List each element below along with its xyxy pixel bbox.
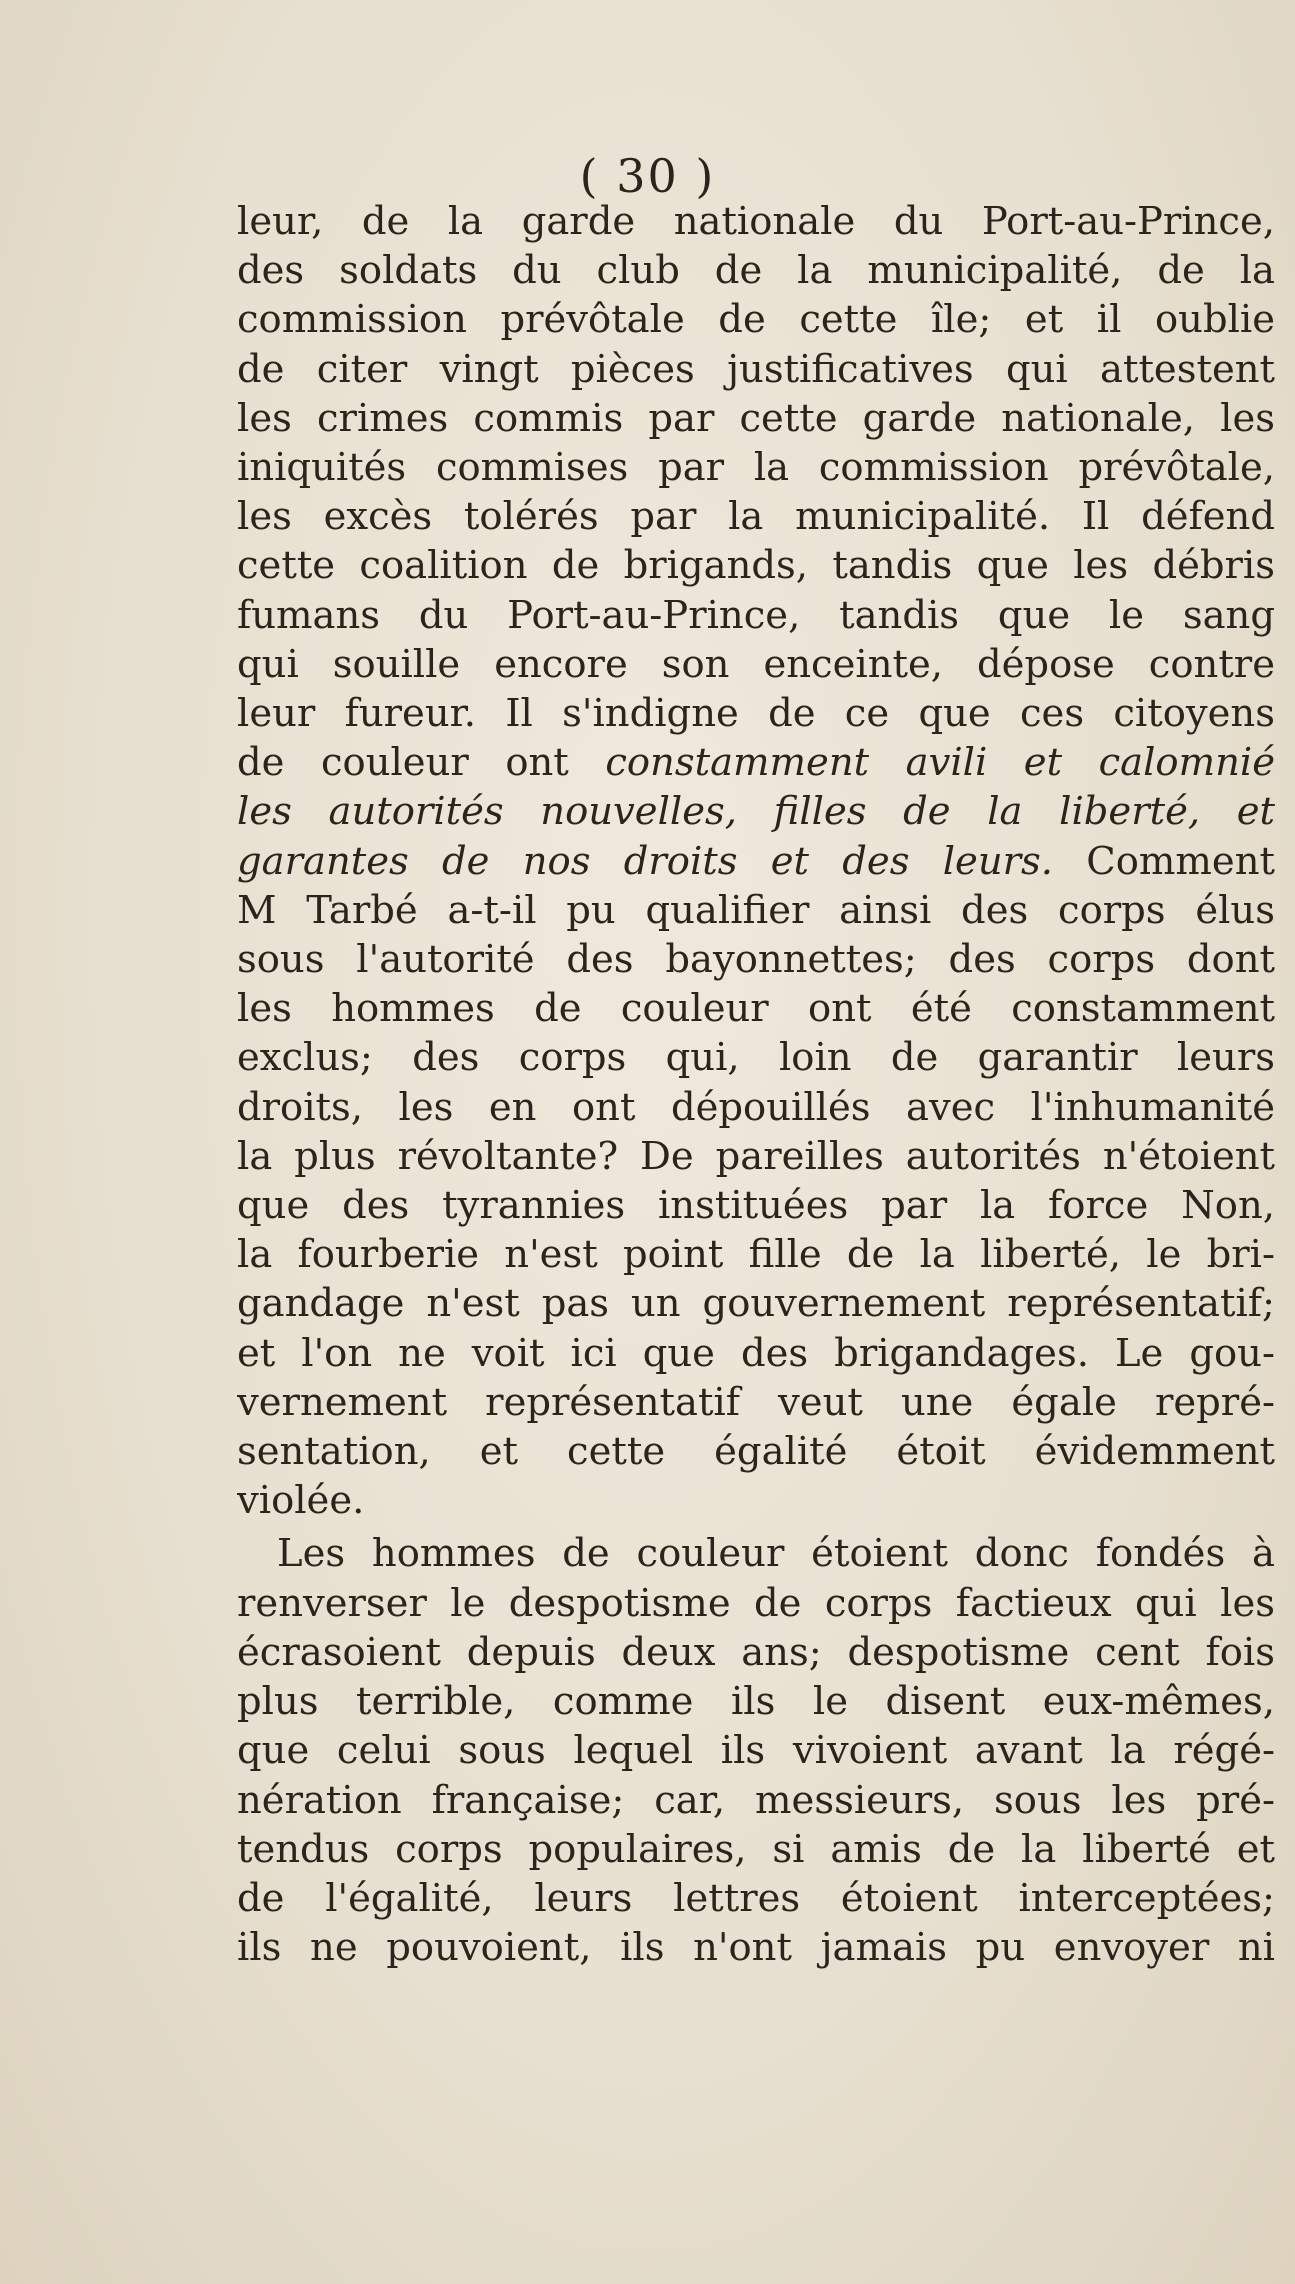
page-number: ( 30 ) bbox=[579, 149, 716, 203]
text-line: les hommes de couleur ont été constamment bbox=[237, 986, 1275, 1032]
text-line: que des tyrannies instituées par la force Non, bbox=[237, 1183, 1275, 1229]
roman-text: de couleur ont bbox=[237, 740, 606, 786]
text-line: commission prévôtale de cette île; et il oublie bbox=[237, 297, 1275, 343]
text-line: leur, de la garde nationale du Port-au-Prince, bbox=[237, 199, 1275, 244]
text-line: tendus corps populaires, si amis de la liberté et bbox=[237, 1826, 1275, 1872]
text-line: les crimes commis par cette garde nationale, les bbox=[237, 395, 1275, 441]
text-line-mixed bbox=[237, 837, 1275, 886]
paragraph-2 bbox=[237, 1529, 1275, 1972]
text-line: ils ne pouvoient, ils n'ont jamais pu envoyer ni bbox=[237, 1925, 1275, 1971]
text-line: nération française; car, messieurs, sous les pré- bbox=[237, 1777, 1275, 1823]
text-line: sentation, et cette égalité étoit évidemment bbox=[237, 1429, 1275, 1475]
text-line: plus terrible, comme ils le disent eux-mêmes, bbox=[237, 1679, 1275, 1725]
text-line: la plus révoltante? De pareilles autorités n'étoient bbox=[237, 1133, 1275, 1179]
text-line: vernement représentatif veut une égale repré- bbox=[237, 1379, 1275, 1425]
text-line: fumans du Port-au-Prince, tandis que le sang bbox=[237, 592, 1275, 638]
text-line: Les hommes de couleur étoient donc fondés à bbox=[277, 1531, 1275, 1577]
text-line: droits, les en ont dépouillés avec l'inhumanité bbox=[237, 1084, 1275, 1130]
text-line: les excès tolérés par la municipalité. Il défend bbox=[237, 494, 1275, 540]
text-line: leur fureur. Il s'indigne de ce que ces citoyens bbox=[237, 691, 1275, 737]
text-line: cette coalition de brigands, tandis que les débris bbox=[237, 543, 1275, 589]
text-line: que celui sous lequel ils vivoient avant la régé- bbox=[237, 1728, 1275, 1774]
text-line: des soldats du club de la municipalité, de la bbox=[237, 248, 1275, 294]
text-line: gandage n'est pas un gouvernement représentatif; bbox=[237, 1281, 1275, 1327]
text-line: renverser le despotisme de corps factieux qui les bbox=[237, 1580, 1275, 1626]
italic-text: constamment avili et calomnié bbox=[605, 740, 1275, 786]
paragraph-1 bbox=[237, 197, 1275, 1525]
body-text bbox=[237, 197, 1275, 1972]
italic-text: les autorités nouvelles, filles de la liberté, et bbox=[237, 789, 1275, 835]
text-line: iniquités commises par la commission prévôtale, bbox=[237, 445, 1275, 491]
text-line: écrasoient depuis deux ans; despotisme cent fois bbox=[237, 1629, 1275, 1675]
text-line: et l'on ne voit ici que des brigandages. Le gou- bbox=[237, 1330, 1275, 1376]
text-line: de l'égalité, leurs lettres étoient interceptées; bbox=[237, 1875, 1275, 1921]
text-line: M Tarbé a-t-il pu qualifier ainsi des corps élus bbox=[237, 887, 1275, 933]
text-line: violée. bbox=[237, 1478, 365, 1524]
italic-text: garantes de nos droits et des leurs. bbox=[237, 838, 1054, 884]
text-line: sous l'autorité des bayonnettes; des corps dont bbox=[237, 937, 1275, 983]
text-line-mixed bbox=[237, 738, 1275, 787]
text-line: la fourberie n'est point fille de la liberté, le bri- bbox=[237, 1232, 1275, 1278]
roman-text: Comment bbox=[1053, 838, 1275, 884]
text-line: de citer vingt pièces justificatives qui attestent bbox=[237, 346, 1275, 392]
text-line: qui souille encore son enceinte, dépose contre bbox=[237, 641, 1275, 687]
text-line-italic bbox=[237, 787, 1275, 836]
text-line: exclus; des corps qui, loin de garantir leurs bbox=[237, 1035, 1275, 1081]
